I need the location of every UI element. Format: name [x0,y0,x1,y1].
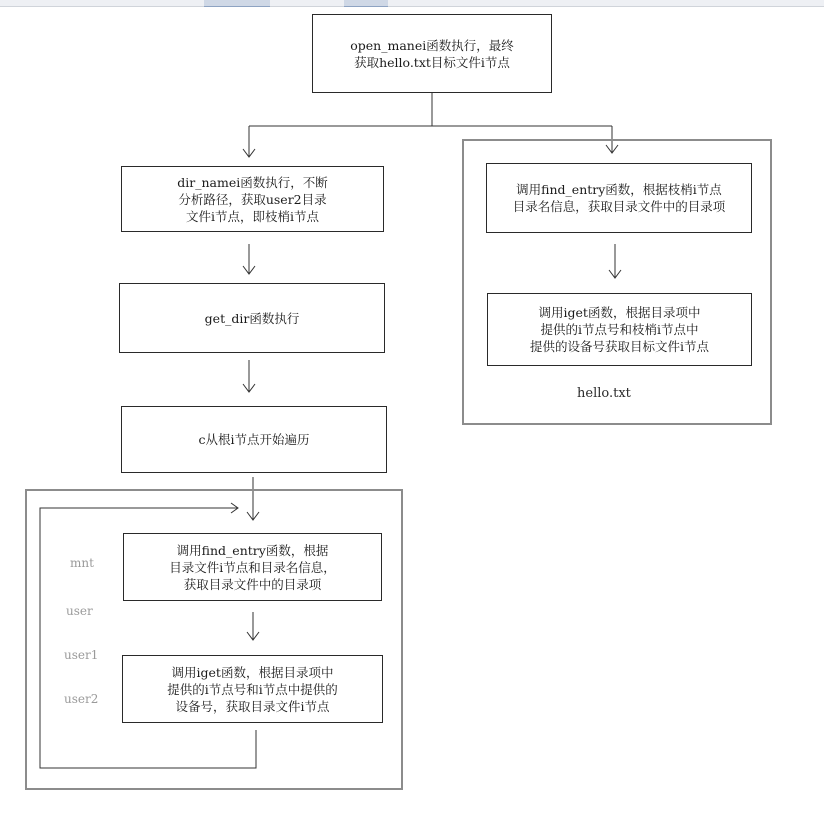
open-namei-box [312,14,552,93]
dir-namei-line1: dir_namei函数执行，不断 [177,174,328,190]
loop-iget-box [122,655,383,723]
dir-namei-line2: 分析路径，获取user2目录 [178,191,327,207]
loop-find-entry-line3: 获取目录文件中的目录项 [183,576,322,592]
loop-iget-line3: 设备号，获取目录文件i节点 [175,698,330,714]
arrow-to-root [243,360,255,392]
loop-find-entry-line1: 调用find_entry函数，根据 [176,542,329,558]
path-label-user2: user2 [64,692,99,706]
right-find-entry-line1: 调用find_entry函数，根据枝梢i节点 [516,182,722,197]
arrow-to-get-dir [243,244,255,274]
dir-namei-line3: 文件i节点，即枝梢i节点 [185,208,319,224]
path-label-user: user [66,604,93,618]
right-iget-line3: 提供的设备号获取目标文件i节点 [530,339,709,354]
loop-find-entry-line2: 目录文件i节点和目录名信息， [169,559,336,575]
path-label-user1: user1 [64,648,99,662]
right-find-entry-box [486,163,752,233]
loop-find-entry-box [123,533,382,601]
open-namei-line1: open_manei函数执行，最终 [350,37,514,53]
loop-iget-line2: 提供的i节点号和i节点中提供的 [167,681,338,697]
get-dir-line1: get_dir函数执行 [204,310,300,326]
right-iget-box [487,293,752,366]
root-traverse-box [121,406,387,473]
open-namei-line2: 获取hello.txt目标文件i节点 [354,54,510,70]
loop-iget-line1: 调用iget函数，根据目录项中 [171,664,334,680]
right-find-entry-line2: 目录名信息，获取目录文件中的目录项 [512,199,726,214]
dir-namei-box [121,166,384,232]
right-iget-line2: 提供的i节点号和枝梢i节点中 [540,322,699,337]
path-label-mnt: mnt [70,556,94,570]
right-iget-line1: 调用iget函数，根据目录项中 [538,305,701,320]
root-traverse-line1: c从根i节点开始遍历 [198,432,310,447]
hello-txt-label: hello.txt [577,386,631,401]
get-dir-box [119,283,385,353]
